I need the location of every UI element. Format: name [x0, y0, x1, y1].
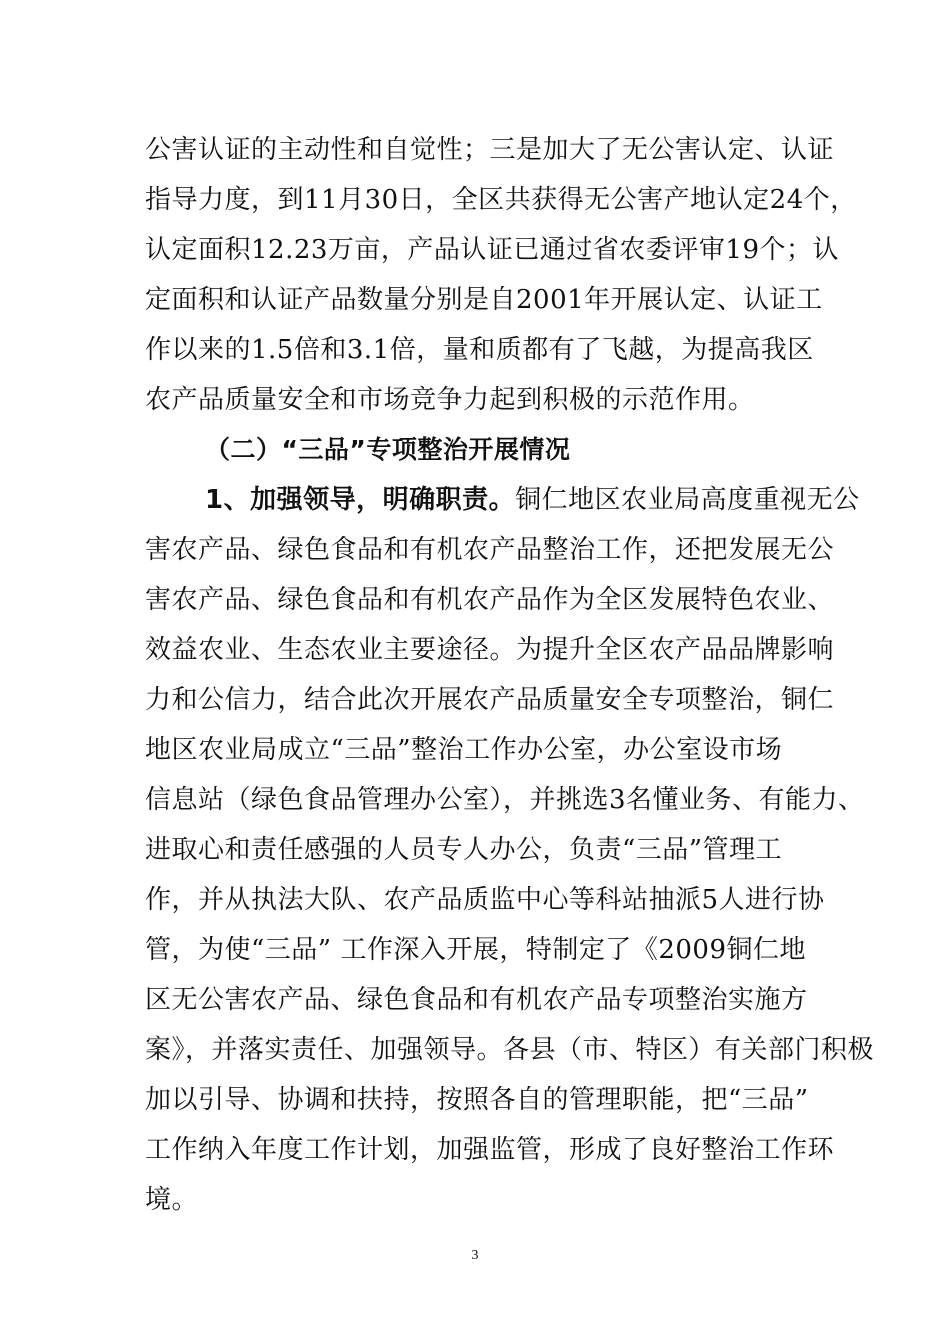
body-text-line: 地区农业局成立“三品”整治工作办公室，办公室设市场	[145, 735, 783, 765]
body-text-line: 区无公害农产品、绿色食品和有机农产品专项整治实施方	[145, 985, 808, 1015]
body-text-line: 作以来的1.5倍和3.1倍，量和质都有了飞越，为提高我区	[145, 335, 814, 365]
body-text-line: 效益农业、生态农业主要途径。为提升全区农产品品牌影响	[145, 635, 835, 665]
body-text-line: 害农产品、绿色食品和有机农产品作为全区发展特色农业、	[145, 585, 835, 615]
body-text-line: 害农产品、绿色食品和有机农产品整治工作，还把发展无公	[145, 535, 835, 565]
body-text-line: 定面积和认证产品数量分别是自2001年开展认定、认证工	[145, 285, 823, 315]
body-text-line: 认定面积12.23万亩，产品认证已通过省农委评审19个；认	[145, 235, 840, 265]
paragraph-first-line	[205, 484, 885, 516]
body-text-line: 案》，并落实责任、加强领导。各县（市、特区）有关部门积极	[145, 1035, 875, 1065]
page-number: 3	[471, 1248, 479, 1263]
body-text-line: 进取心和责任感强的人员专人办公，负责“三品”管理工	[145, 835, 783, 865]
body-text-line: 力和公信力，结合此次开展农产品质量安全专项整治，铜仁	[145, 685, 835, 715]
body-text-line: 工作纳入年度工作计划，加强监管，形成了良好整治工作环	[145, 1135, 835, 1165]
body-text-line: 农产品质量安全和市场竞争力起到积极的示范作用。	[145, 385, 755, 415]
section-heading: （二）“三品”专项整治开展情况	[205, 435, 571, 464]
body-text-line: 信息站（绿色食品管理办公室），并挑选3名懂业务、有能力、	[145, 785, 865, 815]
body-text-line: 境。	[145, 1185, 199, 1215]
body-text-line: 指导力度，到11月30日，全区共获得无公害产地认定24个，	[145, 185, 857, 215]
body-text-line: 公害认证的主动性和自觉性；三是加大了无公害认定、认证	[145, 135, 835, 165]
paragraph-first-line-text: 铜仁地区农业局高度重视无公	[515, 485, 860, 515]
body-text-line: 加以引导、协调和扶持，按照各自的管理职能，把“三品”	[145, 1085, 809, 1115]
paragraph-lead: 1、加强领导，明确职责。	[205, 485, 516, 515]
body-text-line: 管，为使“三品” 工作深入开展，特制定了《2009铜仁地	[145, 935, 807, 965]
body-text-line: 作，并从执法大队、农产品质监中心等科站抽派5人进行协	[145, 885, 825, 915]
